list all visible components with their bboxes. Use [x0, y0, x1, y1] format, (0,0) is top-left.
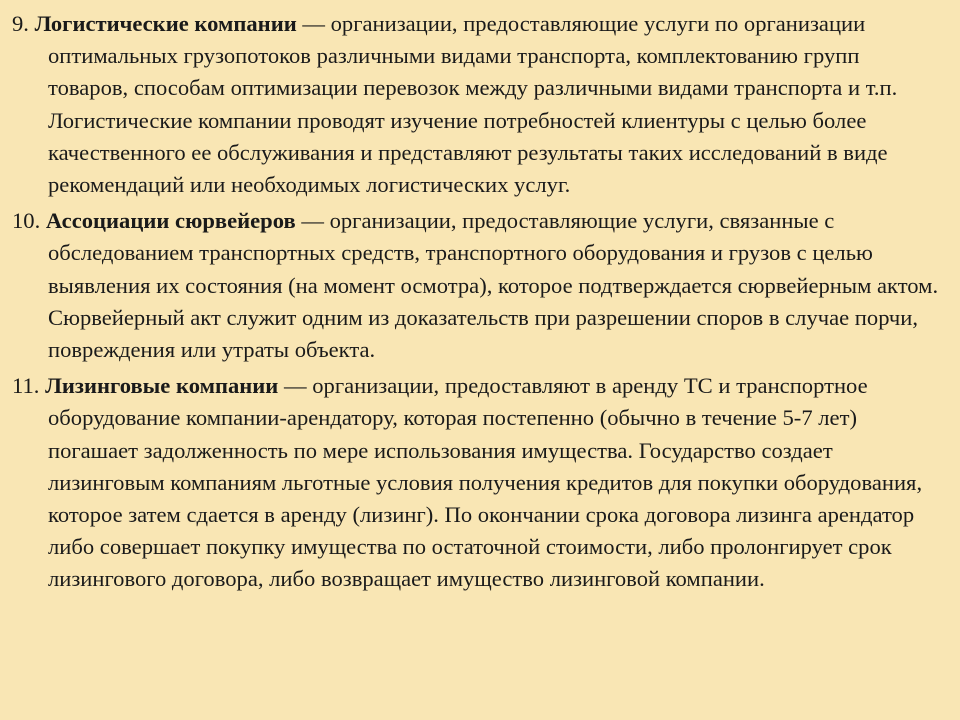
item-term: Логистические компании: [34, 11, 297, 36]
item-description: — организации, предоставляют в аренду ТС и транспортное оборудование компании-арендатору, которая постепенно (обычно в течение 5-7 лет) погашает задолженность по мере использования имущества. Государство создает лизинговым компаниям льготные условия получения кредитов для покупки оборудования, которое затем сдается в аренду (лизинг). По окончании срока договора лизинга арендатор либо совершает покупку имущества по остаточной стоимости, либо пролонгирует срок лизингового договора, либо возвращает имущество лизинговой компании.: [48, 373, 923, 592]
item-term: Лизинговые компании: [45, 373, 279, 399]
list-item-surveyor-associations: [12, 205, 940, 366]
item-description: — организации, предоставляющие услуги по организации оптимальных грузопотоков различными видами транспорта, комплектованию групп товаров, способам оптимизации перевозок между различными видами транспорта и т.п. Логистические компании проводят изучение потребностей клиентуры с целью более качественного ее обслуживания и представляют результаты таких исследований в виде рекомендаций или необходимых логистических услуг.: [48, 11, 898, 198]
item-term: Ассоциации сюрвейеров: [45, 208, 296, 234]
item-number: 10.: [12, 208, 41, 234]
list-item-logistics-companies: [12, 8, 940, 201]
item-description: — организации, предоставляющие услуги, связанные с обследованием транспортных средств, транспортного оборудования и грузов с целью выявления их состояния (на момент осмотра), которое подтверждается сюрвейерным актом. Сюрвейерный акт служит одним из доказательств при разрешении споров в случае порчи, повреждения или утраты объекта.: [48, 208, 939, 363]
list-item-leasing-companies: [12, 370, 940, 595]
item-number: 9.: [12, 11, 29, 36]
item-number: 11.: [12, 373, 40, 399]
